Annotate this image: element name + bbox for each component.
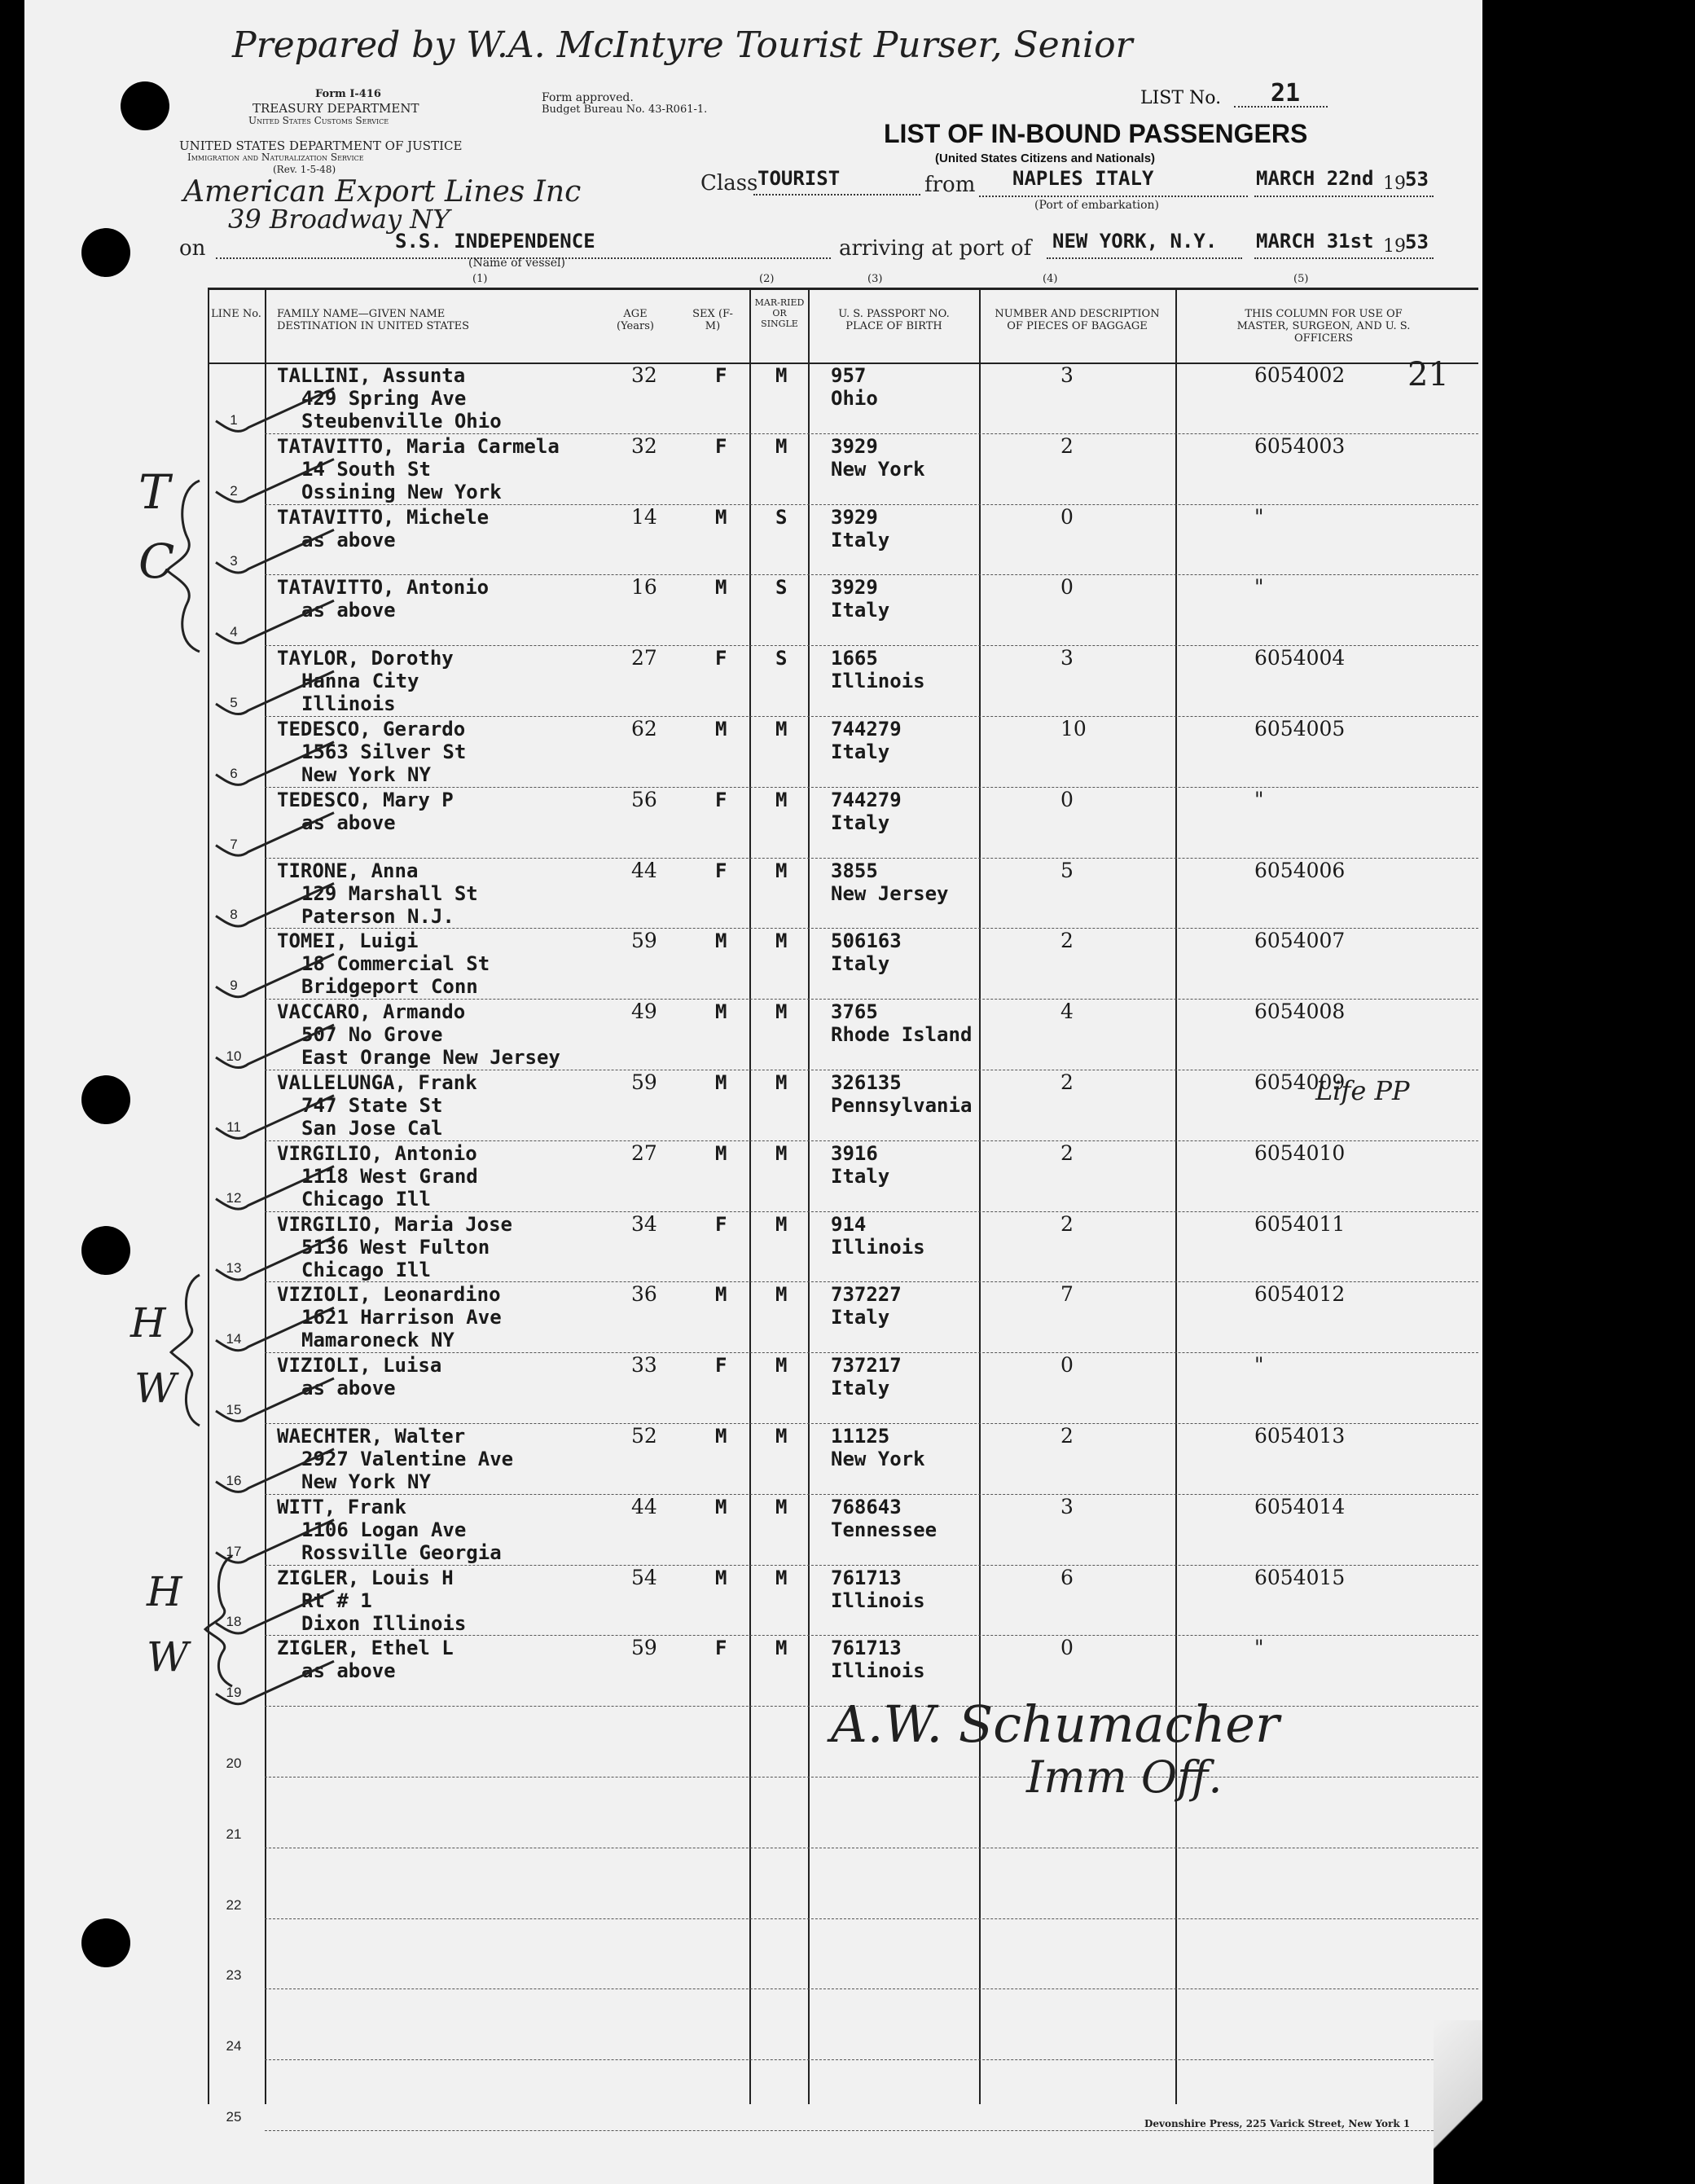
place-of-birth: Italy xyxy=(831,1377,890,1400)
line-number: 21 xyxy=(226,1826,242,1842)
address-line-2: New York NY xyxy=(301,763,431,786)
passenger-name: TIRONE, Anna xyxy=(277,859,419,882)
passenger-age: 44 xyxy=(631,1494,657,1518)
check-mark xyxy=(216,954,334,997)
passenger-age: 49 xyxy=(631,1000,657,1024)
place-of-birth: Italy xyxy=(831,740,890,763)
address-line-2: Rossville Georgia xyxy=(301,1540,502,1564)
baggage-count: 3 xyxy=(1060,363,1074,387)
passenger-sex: M xyxy=(715,718,727,740)
baggage-count: 0 xyxy=(1060,504,1074,529)
marital-status: M xyxy=(775,364,788,387)
passport-number: 737227 xyxy=(831,1283,902,1307)
baggage-count: 0 xyxy=(1060,787,1074,811)
passport-number: 957 xyxy=(831,364,867,387)
baggage-count: 3 xyxy=(1060,646,1074,670)
passenger-name: VIRGILIO, Antonio xyxy=(277,1141,477,1165)
line-number: 23 xyxy=(226,1967,242,1984)
line-number: 19 xyxy=(226,1685,242,1701)
col-number-4: (4) xyxy=(1043,273,1058,285)
margin-mark: W xyxy=(134,1364,177,1412)
address-line-1: 1563 Silver St xyxy=(301,740,467,763)
address-line-1: as above xyxy=(301,1377,396,1400)
line-number: 8 xyxy=(230,907,238,923)
arrival-port: NEW YORK, N.Y. xyxy=(1052,230,1218,253)
address-line-2: Bridgeport Conn xyxy=(301,975,478,999)
depart-year: 53 xyxy=(1405,168,1429,191)
officer-signature: A.W. Schumacher xyxy=(831,1694,1280,1754)
line-number: 4 xyxy=(230,624,238,640)
marital-status: S xyxy=(775,505,788,529)
passenger-age: 59 xyxy=(631,929,657,953)
officer-number: " xyxy=(1254,575,1264,600)
passenger-age: 52 xyxy=(631,1424,657,1448)
officer-number: 6054002 xyxy=(1254,363,1346,387)
arriving-label: arriving at port of xyxy=(839,236,1032,261)
baggage-count: 2 xyxy=(1060,929,1074,953)
justice-dept: UNITED STATES DEPARTMENT OF JUSTICE xyxy=(179,138,463,153)
check-mark xyxy=(216,742,334,785)
marital-status: S xyxy=(775,576,788,600)
passenger-sex: F xyxy=(715,859,727,882)
passport-number: 744279 xyxy=(831,788,902,811)
passenger-name: VALLELUNGA, Frank xyxy=(277,1071,477,1094)
col-number-3: (3) xyxy=(867,273,883,285)
line-number: 11 xyxy=(226,1118,241,1135)
check-mark xyxy=(216,1449,334,1492)
place-of-birth: Italy xyxy=(831,811,890,834)
passenger-sex: M xyxy=(715,1071,727,1094)
check-mark xyxy=(216,600,334,644)
passenger-name: VIZIOLI, Luisa xyxy=(277,1354,442,1378)
passenger-age: 59 xyxy=(631,1636,657,1660)
passport-number: 737217 xyxy=(831,1354,902,1378)
address-line-1: 747 State St xyxy=(301,1094,443,1117)
line-number: 3 xyxy=(230,553,238,569)
passenger-age: 32 xyxy=(631,363,657,387)
line-number: 18 xyxy=(226,1614,242,1630)
passport-number: 761713 xyxy=(831,1637,902,1660)
passport-number: 3929 xyxy=(831,434,878,458)
marital-status: M xyxy=(775,1212,788,1236)
passenger-name: TAYLOR, Dorothy xyxy=(277,647,454,670)
ins-service: Immigration and Naturalization Service xyxy=(187,152,364,163)
manifest-page xyxy=(24,0,1482,2184)
baggage-count: 2 xyxy=(1060,1211,1074,1236)
header-married: MAR-RIED OR SINGLE xyxy=(754,297,805,329)
officer-number: 6054008 xyxy=(1254,1000,1346,1024)
depart-year-prefix: 19 xyxy=(1383,174,1406,194)
baggage-count: 5 xyxy=(1060,858,1074,882)
passenger-age: 36 xyxy=(631,1282,657,1307)
place-of-birth: New Jersey xyxy=(831,881,949,905)
check-mark xyxy=(216,671,334,714)
header-passport: U. S. PASSPORT NO. PLACE OF BIRTH xyxy=(838,308,950,332)
officer-number: 6054014 xyxy=(1254,1494,1346,1518)
passport-number: 3916 xyxy=(831,1141,878,1165)
passenger-sex: F xyxy=(715,1354,727,1378)
arrival-year-prefix: 19 xyxy=(1383,236,1406,257)
margin-mark: H xyxy=(147,1568,182,1615)
check-mark xyxy=(216,1378,334,1422)
passport-number: 1665 xyxy=(831,647,878,670)
marital-status: M xyxy=(775,929,788,953)
address-line-1: 1621 Harrison Ave xyxy=(301,1306,502,1329)
passenger-sex: M xyxy=(715,1283,727,1307)
from-value: NAPLES ITALY xyxy=(1012,167,1154,190)
line-number: 6 xyxy=(230,765,238,781)
officer-number: 6054015 xyxy=(1254,1565,1346,1589)
marital-status: M xyxy=(775,859,788,882)
check-mark xyxy=(216,1520,334,1563)
baggage-count: 6 xyxy=(1060,1565,1074,1589)
passenger-name: ZIGLER, Louis H xyxy=(277,1566,454,1589)
passenger-sex: M xyxy=(715,1566,727,1589)
printer-imprint: Devonshire Press, 225 Varick Street, New York 1 xyxy=(1144,2118,1411,2129)
address-line-1: as above xyxy=(301,811,396,834)
officer-number: 6054013 xyxy=(1254,1424,1346,1448)
address-line-1: 1118 West Grand xyxy=(301,1164,478,1188)
budget-bureau: Budget Bureau No. 43-R061-1. xyxy=(542,103,708,116)
manifest-subtitle: (United States Citizens and Nationals) xyxy=(935,152,1156,165)
form-number: Form I-416 xyxy=(315,88,381,100)
passenger-sex: M xyxy=(715,1425,727,1448)
passenger-name: TALLINI, Assunta xyxy=(277,364,466,387)
baggage-count: 2 xyxy=(1060,433,1074,458)
passenger-sex: M xyxy=(715,1000,727,1024)
passenger-age: 33 xyxy=(631,1353,657,1378)
marital-status: M xyxy=(775,1495,788,1518)
officer-number: 6054005 xyxy=(1254,717,1346,740)
marital-status: M xyxy=(775,1071,788,1094)
place-of-birth: Illinois xyxy=(831,670,925,693)
baggage-count: 2 xyxy=(1060,1424,1074,1448)
address-line-1: 5136 West Fulton xyxy=(301,1235,490,1259)
address-line-2: Chicago Ill xyxy=(301,1187,431,1211)
marital-status: M xyxy=(775,1000,788,1024)
line-number: 10 xyxy=(226,1048,242,1064)
baggage-count: 0 xyxy=(1060,1353,1074,1378)
check-mark xyxy=(216,1307,334,1351)
passenger-age: 32 xyxy=(631,433,657,458)
revision: (Rev. 1-5-48) xyxy=(273,164,336,175)
passport-number: 3929 xyxy=(831,576,878,600)
check-mark xyxy=(216,530,334,573)
line-number: 9 xyxy=(230,978,238,994)
handwritten-marks xyxy=(24,0,1482,2184)
class-value: TOURIST xyxy=(757,167,841,190)
check-mark xyxy=(216,389,334,432)
from-label: from xyxy=(924,173,976,197)
marital-status: M xyxy=(775,1425,788,1448)
baggage-count: 2 xyxy=(1060,1070,1074,1094)
baggage-count: 4 xyxy=(1060,1000,1074,1024)
passenger-age: 27 xyxy=(631,646,657,670)
officer-number: 6054003 xyxy=(1254,433,1346,458)
vessel-label: (Name of vessel) xyxy=(468,257,565,270)
passport-number: 3855 xyxy=(831,859,878,882)
line-number: 15 xyxy=(226,1402,242,1417)
address-line-1: 18 Commercial St xyxy=(301,952,490,976)
address-line-2: East Orange New Jersey xyxy=(301,1046,560,1070)
col-number-2: (2) xyxy=(759,273,775,285)
marital-status: M xyxy=(775,1637,788,1660)
line-number: 12 xyxy=(226,1189,242,1206)
place-of-birth: New York xyxy=(831,1448,925,1470)
list-number: 21 xyxy=(1271,79,1301,108)
address-line-2: Illinois xyxy=(301,692,396,716)
treasury-dept: TREASURY DEPARTMENT xyxy=(252,101,419,116)
place-of-birth: Italy xyxy=(831,528,890,551)
passenger-name: ZIGLER, Ethel L xyxy=(277,1637,454,1660)
line-number: 13 xyxy=(226,1260,242,1277)
officer-number: 6054010 xyxy=(1254,1140,1346,1165)
passenger-age: 44 xyxy=(631,858,657,882)
place-of-birth: Italy xyxy=(831,952,890,976)
place-of-birth: Italy xyxy=(831,1306,890,1329)
port-embarkation-label: (Port of embarkation) xyxy=(1034,199,1159,212)
line-number: 25 xyxy=(226,2109,242,2125)
address-line-1: 1106 Logan Ave xyxy=(301,1518,467,1541)
line-number: 17 xyxy=(226,1543,242,1559)
passenger-name: WAECHTER, Walter xyxy=(277,1425,466,1448)
col-number-5: (5) xyxy=(1293,273,1309,285)
passenger-age: 14 xyxy=(631,504,657,529)
marital-status: M xyxy=(775,1141,788,1165)
line-number: 20 xyxy=(226,1756,242,1771)
officer-title: Imm Off. xyxy=(1026,1751,1223,1803)
top-note: 21 xyxy=(1407,356,1449,393)
place-of-birth: Italy xyxy=(831,1164,890,1188)
passenger-name: VACCARO, Armando xyxy=(277,1000,466,1024)
check-mark xyxy=(216,1167,334,1210)
margin-mark: H xyxy=(130,1299,166,1347)
passenger-sex: F xyxy=(715,647,727,670)
address-line-1: 129 Marshall St xyxy=(301,881,478,905)
address-line-1: as above xyxy=(301,1659,396,1683)
on-label: on xyxy=(179,236,206,261)
baggage-count: 7 xyxy=(1060,1282,1074,1307)
header-officers: THIS COLUMN FOR USE OF MASTER, SURGEON, AND U. S. OFFICERS xyxy=(1236,308,1411,345)
header-line-no: LINE No. xyxy=(211,308,261,320)
passenger-age: 27 xyxy=(631,1140,657,1165)
check-mark xyxy=(216,1096,334,1139)
address-line-2: New York NY xyxy=(301,1470,431,1493)
manifest-title: LIST OF IN-BOUND PASSENGERS xyxy=(884,119,1308,148)
header-sex: SEX (F-M) xyxy=(692,308,733,332)
passport-number: 914 xyxy=(831,1212,867,1236)
officer-number: 6054009 xyxy=(1254,1070,1346,1094)
passenger-sex: F xyxy=(715,1212,727,1236)
line11-note: Life PP xyxy=(1315,1075,1410,1106)
place-of-birth: Illinois xyxy=(831,1235,925,1259)
line-number: 22 xyxy=(226,1896,242,1913)
passport-number: 11125 xyxy=(831,1425,890,1448)
handwritten-company: American Export Lines Inc xyxy=(183,175,582,209)
baggage-count: 3 xyxy=(1060,1494,1074,1518)
handwritten-address: 39 Broadway NY xyxy=(228,204,450,235)
passenger-sex: M xyxy=(715,1141,727,1165)
baggage-count: 0 xyxy=(1060,575,1074,600)
check-mark xyxy=(216,1661,334,1704)
baggage-count: 2 xyxy=(1060,1140,1074,1165)
passport-number: 506163 xyxy=(831,929,902,953)
arrival-year: 53 xyxy=(1405,231,1429,253)
arrival-date: MARCH 31st xyxy=(1256,230,1374,253)
passport-number: 3929 xyxy=(831,505,878,529)
officer-number: " xyxy=(1254,1636,1264,1660)
address-line-2: Ossining New York xyxy=(301,480,502,503)
address-line-2: San Jose Cal xyxy=(301,1117,443,1140)
passenger-age: 59 xyxy=(631,1070,657,1094)
officer-number: 6054006 xyxy=(1254,858,1346,882)
place-of-birth: Tennessee xyxy=(831,1518,938,1541)
address-line-1: 429 Spring Ave xyxy=(301,387,467,410)
check-mark xyxy=(216,883,334,926)
passenger-sex: M xyxy=(715,576,727,600)
passenger-name: TATAVITTO, Michele xyxy=(277,505,490,529)
address-line-1: 14 South St xyxy=(301,457,431,481)
passenger-sex: F xyxy=(715,434,727,458)
place-of-birth: Ohio xyxy=(831,387,878,410)
address-line-1: Rt # 1 xyxy=(301,1589,372,1612)
marital-status: S xyxy=(775,647,788,670)
address-line-2: Steubenville Ohio xyxy=(301,410,502,433)
passenger-name: VIZIOLI, Leonardino xyxy=(277,1283,501,1307)
officer-number: " xyxy=(1254,1353,1264,1378)
address-line-2: Mamaroneck NY xyxy=(301,1329,454,1352)
baggage-count: 0 xyxy=(1060,1636,1074,1660)
passenger-sex: F xyxy=(715,364,727,387)
address-line-1: Hanna City xyxy=(301,670,419,693)
line-number: 14 xyxy=(226,1331,242,1347)
passport-number: 326135 xyxy=(831,1071,902,1094)
address-line-1: as above xyxy=(301,528,396,551)
passenger-sex: M xyxy=(715,929,727,953)
check-mark xyxy=(216,1025,334,1068)
marital-status: M xyxy=(775,434,788,458)
marital-status: M xyxy=(775,788,788,811)
check-mark xyxy=(216,813,334,856)
header-name: FAMILY NAME—GIVEN NAME DESTINATION IN UNITED STATES xyxy=(277,308,470,332)
depart-date: MARCH 22nd xyxy=(1256,167,1374,190)
header-baggage: NUMBER AND DESCRIPTION OF PIECES OF BAGGAGE xyxy=(995,308,1160,332)
passenger-age: 34 xyxy=(631,1211,657,1236)
line-number: 2 xyxy=(230,482,238,499)
passenger-age: 54 xyxy=(631,1565,657,1589)
officer-number: 6054012 xyxy=(1254,1282,1346,1307)
col-number-1: (1) xyxy=(472,273,488,285)
customs-service: United States Customs Service xyxy=(248,115,389,126)
curled-corner xyxy=(1434,2020,1482,2184)
passenger-name: TOMEI, Luigi xyxy=(277,929,419,953)
passenger-name: WITT, Frank xyxy=(277,1495,406,1518)
header-age: AGE (Years) xyxy=(617,308,654,332)
line-number: 24 xyxy=(226,2038,242,2054)
line-number: 5 xyxy=(230,695,238,710)
passenger-sex: M xyxy=(715,505,727,529)
passport-number: 744279 xyxy=(831,718,902,740)
place-of-birth: Illinois xyxy=(831,1589,925,1612)
marital-status: M xyxy=(775,1566,788,1589)
officer-number: 6054011 xyxy=(1254,1211,1346,1236)
line-number: 7 xyxy=(230,836,238,852)
list-no-label: LIST No. xyxy=(1140,88,1222,108)
passport-number: 761713 xyxy=(831,1566,902,1589)
passenger-name: TATAVITTO, Maria Carmela xyxy=(277,434,560,458)
handwritten-preparer: Prepared by W.A. McIntyre Tourist Purser, Senior xyxy=(232,24,1133,66)
passenger-sex: M xyxy=(715,1495,727,1518)
passenger-age: 62 xyxy=(631,717,657,740)
passenger-sex: F xyxy=(715,788,727,811)
passenger-name: TATAVITTO, Antonio xyxy=(277,576,490,600)
officer-number: " xyxy=(1254,787,1264,811)
marital-status: M xyxy=(775,718,788,740)
vessel-name: S.S. INDEPENDENCE xyxy=(395,230,595,253)
passenger-name: TEDESCO, Mary P xyxy=(277,788,454,811)
place-of-birth: Pennsylvania xyxy=(831,1094,973,1117)
place-of-birth: Illinois xyxy=(831,1659,925,1683)
address-line-1: 507 No Grove xyxy=(301,1023,443,1047)
passenger-age: 16 xyxy=(631,575,657,600)
passenger-name: TEDESCO, Gerardo xyxy=(277,718,466,740)
place-of-birth: New York xyxy=(831,457,925,481)
officer-number: 6054004 xyxy=(1254,646,1346,670)
baggage-count: 10 xyxy=(1060,717,1087,740)
margin-mark: C xyxy=(138,534,175,589)
check-mark xyxy=(216,459,334,503)
passport-number: 768643 xyxy=(831,1495,902,1518)
officer-number: 6054007 xyxy=(1254,929,1346,953)
check-mark xyxy=(216,1237,334,1280)
officer-number: " xyxy=(1254,504,1264,529)
passenger-sex: F xyxy=(715,1637,727,1660)
line-number: 1 xyxy=(230,411,238,428)
address-line-1: as above xyxy=(301,599,396,622)
form-approved: Form approved. xyxy=(542,91,634,104)
place-of-birth: Rhode Island xyxy=(831,1023,973,1047)
passport-number: 3765 xyxy=(831,1000,878,1024)
passenger-name: VIRGILIO, Maria Jose xyxy=(277,1212,512,1236)
class-label: Class xyxy=(700,171,758,196)
marital-status: M xyxy=(775,1354,788,1378)
place-of-birth: Italy xyxy=(831,599,890,622)
margin-mark: W xyxy=(147,1633,189,1681)
address-line-2: Paterson N.J. xyxy=(301,904,454,928)
line-number: 16 xyxy=(226,1472,242,1488)
passenger-age: 56 xyxy=(631,787,657,811)
check-mark xyxy=(216,1590,334,1633)
address-line-2: Dixon Illinois xyxy=(301,1611,467,1635)
address-line-1: 2927 Valentine Ave xyxy=(301,1448,514,1470)
margin-mark: T xyxy=(138,464,170,520)
address-line-2: Chicago Ill xyxy=(301,1258,431,1281)
marital-status: M xyxy=(775,1283,788,1307)
